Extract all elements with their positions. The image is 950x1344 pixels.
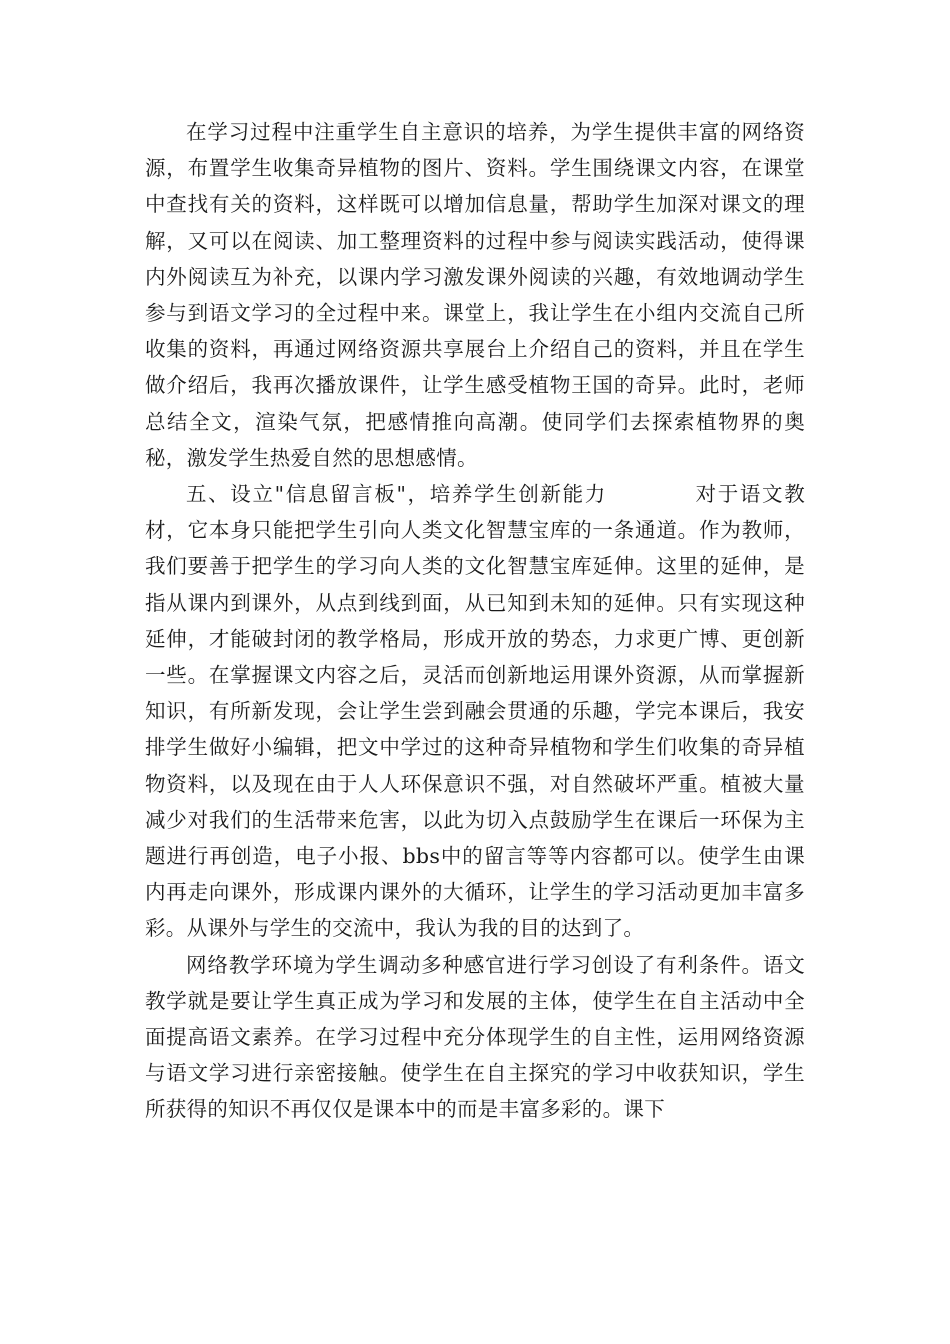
paragraph-3-text: 网络教学环境为学生调动多种感官进行学习创设了有利条件。语文教学就是要让学生真正成为学习和发展的主体，使学生在自主活动中全面提高语文素养。在学习过程中充分体现学生的自主性，运用网络资源与语文学习进行亲密接触。使学生在自主探究的学习中收获知识，学生所获得的知识不再仅仅是课本中的而是丰富多彩的。课下	[145, 952, 805, 1122]
paragraph-2	[145, 476, 805, 947]
paragraph-2-text: 对于语文教材，它本身只能把学生引向人类文化智慧宝库的一条通道。作为教师，我们要善于把学生的学习向人类的文化智慧宝库延伸。这里的延伸，是指从课内到课外，从点到线到面，从已知到未知的延伸。只有实现这种延伸，才能破封闭的教学格局，形成开放的势态，力求更广博、更创新一些。在掌握课文内容之后，灵活而创新地运用课外资源，从而掌握新知识，有所新发现，会让学生尝到融会贯通的乐趣，学完本课后，我安排学生做好小编辑，把文中学过的这种奇异植物和学生们收集的奇异植物资料，以及现在由于人人环保意识不强，对自然破坏严重。植被大量减少对我们的生活带来危害，以此为切入点鼓励学生在课后一环保为主题进行再创造，电子小报、bbs中的留言等等内容都可以。使学生由课内再走向课外，形成课内课外的大循环，让学生的学习活动更加丰富多彩。从课外与学生的交流中，我认为我的目的达到了。	[145, 482, 806, 941]
paragraph-3	[145, 947, 805, 1128]
document-page	[145, 114, 805, 1128]
section-heading: 五、设立"信息留言板"，培养学生创新能力	[186, 482, 607, 507]
paragraph-1	[145, 114, 805, 476]
paragraph-1-text: 在学习过程中注重学生自主意识的培养，为学生提供丰富的网络资源，布置学生收集奇异植物的图片、资料。学生围绕课文内容，在课堂中查找有关的资料，这样既可以增加信息量，帮助学生加深对课文的理解，又可以在阅读、加工整理资料的过程中参与阅读实践活动，使得课内外阅读互为补充，以课内学习激发课外阅读的兴趣，有效地调动学生参与到语文学习的全过程中来。课堂上，我让学生在小组内交流自己所收集的资料，再通过网络资源共享展台上介绍自己的资料，并且在学生做介绍后，我再次播放课件，让学生感受植物王国的奇异。此时，老师总结全文，渲染气氛，把感情推向高潮。使同学们去探索植物界的奥秘，激发学生热爱自然的思想感情。	[145, 120, 805, 470]
heading-gap	[607, 482, 696, 506]
